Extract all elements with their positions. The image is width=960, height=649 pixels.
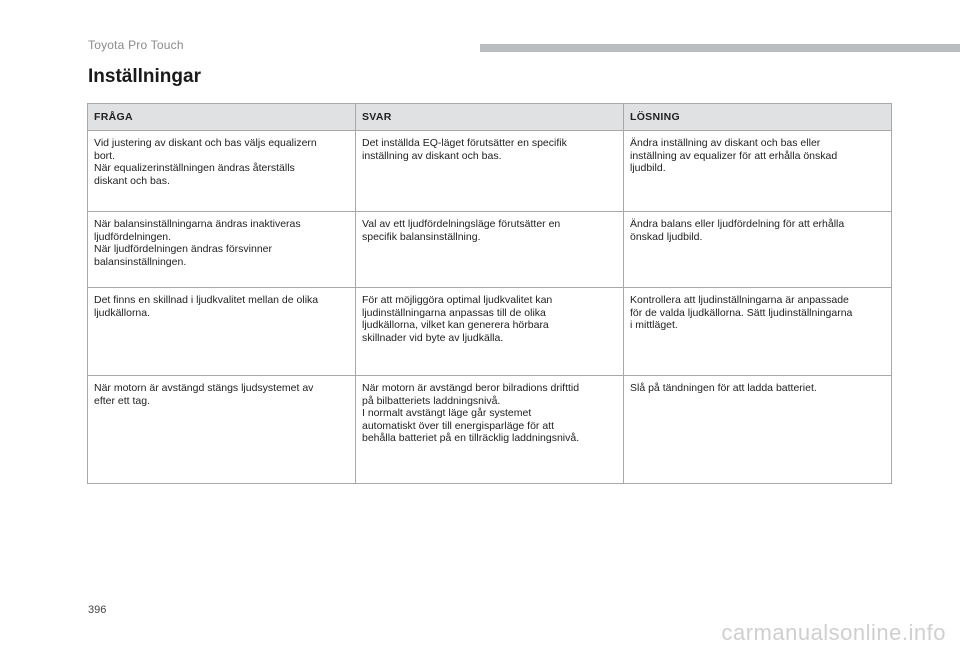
- text-line: skillnader vid byte av ljudkälla.: [362, 331, 504, 344]
- text-line: ljudinställningarna anpassas till de olika: [362, 306, 546, 319]
- text-line: balansinställningen.: [94, 255, 187, 268]
- question-cell: [88, 288, 356, 376]
- text-line: i mittläget.: [630, 319, 678, 331]
- text-line: Slå på tändningen för att ladda batteriet.: [630, 382, 817, 394]
- text-line: för de valda ljudkällorna. Sätt ljudinställningarna: [630, 306, 853, 319]
- text-line: efter ett tag.: [94, 394, 151, 407]
- table-header-row: [88, 104, 892, 131]
- text-line: När equalizerinställningen ändras återställs: [94, 162, 295, 174]
- solution-cell: [624, 131, 892, 212]
- troubleshooting-table: [87, 103, 892, 484]
- answer-cell: [356, 376, 624, 484]
- text-line: Ändra balans eller ljudfördelning för att erhålla: [630, 218, 845, 230]
- solution-cell: [624, 376, 892, 484]
- text-line: När motorn är avstängd beror bilradions drifttid: [362, 382, 580, 394]
- table-row: [88, 131, 892, 212]
- column-header-answer: SVAR: [356, 104, 624, 131]
- text-line: Det inställda EQ-läget förutsätter en specifik: [362, 137, 567, 149]
- text-line: Vid justering av diskant och bas väljs equalizern: [94, 137, 317, 149]
- page-number: 396: [88, 604, 107, 616]
- text-line: diskant och bas.: [94, 174, 170, 187]
- answer-cell: [356, 131, 624, 212]
- question-cell: [88, 131, 356, 212]
- header-brand-label: Toyota Pro Touch: [88, 38, 184, 52]
- text-line: När ljudfördelningen ändras försvinner: [94, 243, 273, 255]
- text-line: automatiskt över till energisparläge för att: [362, 419, 555, 432]
- text-line: När balansinställningarna ändras inaktiveras: [94, 218, 301, 230]
- solution-cell: [624, 288, 892, 376]
- text-line: behålla batteriet på en tillräcklig laddningsnivå.: [362, 432, 580, 444]
- text-line: Det finns en skillnad i ljudkvalitet mellan de olika: [94, 294, 319, 306]
- answer-cell: [356, 212, 624, 288]
- watermark-text: carmanualsonline.info: [721, 620, 946, 645]
- text-line: inställning av diskant och bas.: [362, 149, 502, 162]
- column-header-question: FRÅGA: [88, 104, 356, 131]
- table-row: [88, 212, 892, 288]
- question-cell: [88, 376, 356, 484]
- text-line: ljudkällorna.: [94, 306, 151, 319]
- text-line: I normalt avstängt läge går systemet: [362, 407, 532, 419]
- column-header-solution: LÖSNING: [624, 104, 892, 131]
- text-line: När motorn är avstängd stängs ljudsystemet av: [94, 382, 314, 394]
- text-line: inställning av equalizer för att erhålla önskad: [630, 149, 838, 162]
- solution-cell: [624, 212, 892, 288]
- text-line: Ändra inställning av diskant och bas eller: [630, 137, 821, 149]
- question-cell: [88, 212, 356, 288]
- text-line: ljudkällorna, vilket kan generera hörbara: [362, 319, 549, 331]
- text-line: specifik balansinställning.: [362, 230, 481, 243]
- table-row: [88, 376, 892, 484]
- table-row: [88, 288, 892, 376]
- header-decorative-bar: [480, 44, 960, 52]
- page-title: Inställningar: [88, 66, 201, 87]
- text-line: önskad ljudbild.: [630, 230, 703, 243]
- text-line: ljudbild.: [630, 162, 666, 174]
- text-line: bort.: [94, 149, 116, 162]
- text-line: ljudfördelningen.: [94, 230, 172, 243]
- text-line: Kontrollera att ljudinställningarna är anpassade: [630, 294, 849, 306]
- text-line: Val av ett ljudfördelningsläge förutsätter en: [362, 218, 561, 230]
- text-line: För att möjliggöra optimal ljudkvalitet kan: [362, 294, 553, 306]
- text-line: på bilbatteriets laddningsnivå.: [362, 394, 501, 407]
- answer-cell: [356, 288, 624, 376]
